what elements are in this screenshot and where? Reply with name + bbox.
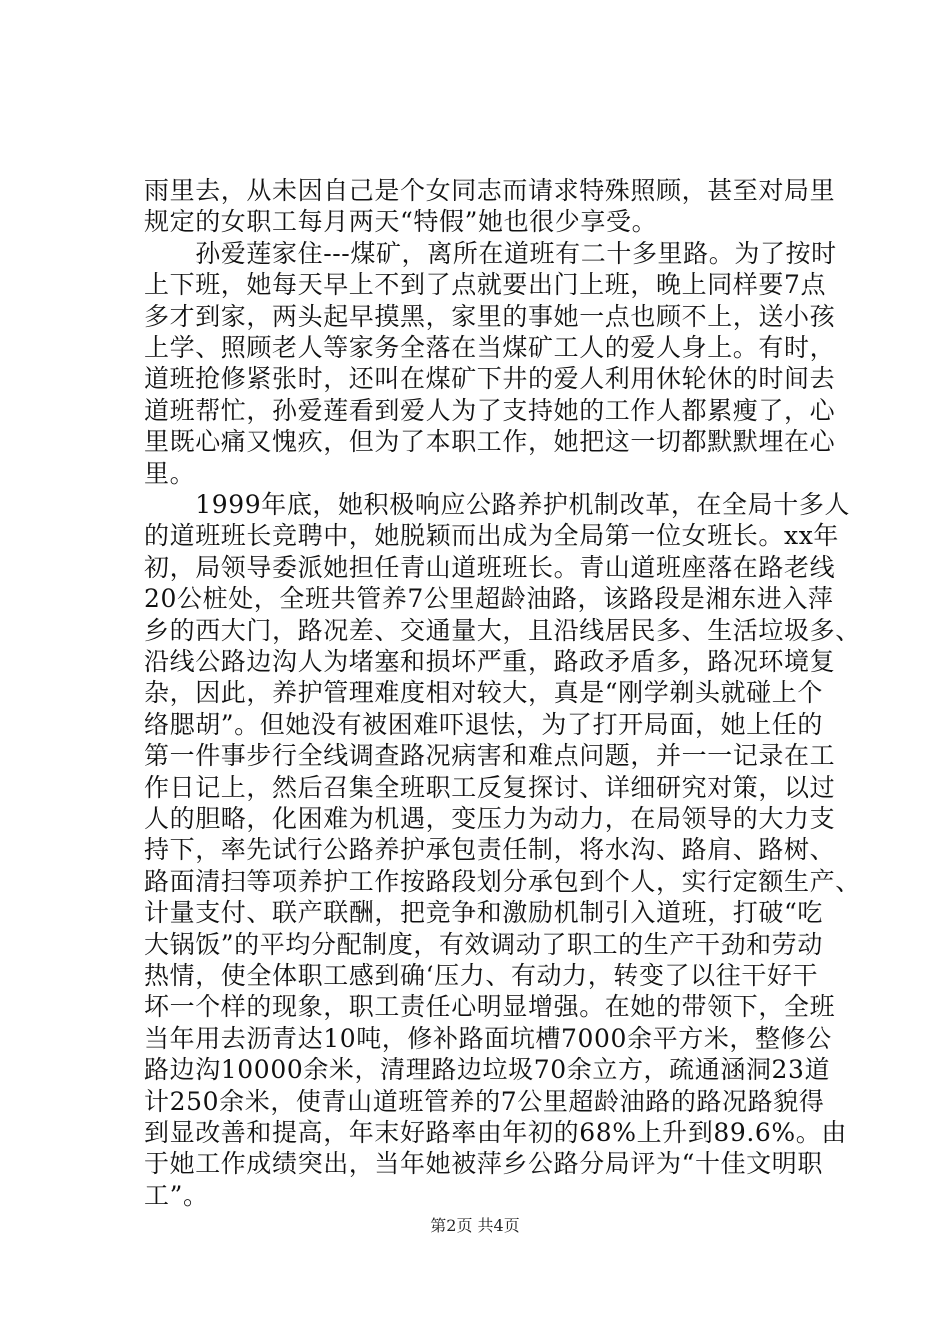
text-line: 当年用去沥青达10吨，修补路面坑槽7000余平方米，整修公 xyxy=(144,1023,832,1053)
text-line: 乡的西大门，路况差、交通量大，且沿线居民多、生活垃圾多、 xyxy=(144,615,861,645)
text-line: 作日记上，然后召集全班职工反复探讨、详细研究对策，以过 xyxy=(144,772,836,802)
text-line: 计250余米，使青山道班管养的7公里超龄油路的路况路貌得 xyxy=(144,1086,825,1116)
text-line: 20公桩处，全班共管养7公里超龄油路，该路段是湘东进入萍 xyxy=(144,584,834,614)
text-line: 路面清扫等项养护工作按路段划分承包到个人，实行定额生产、 xyxy=(144,866,861,896)
text-line: 道班帮忙，孙爱莲看到爱人为了支持她的工作人都累瘦了，心 xyxy=(144,395,836,425)
text-line: 络腮胡”。但她没有被困难吓退怯，为了打开局面，她上任的 xyxy=(144,709,823,739)
text-line: 1999年底，她积极响应公路养护机制改革，在全局十多人 xyxy=(144,490,851,519)
text-line: 沿线公路边沟人为堵塞和损坏严重，路政矛盾多，路况环境复 xyxy=(144,647,836,676)
text-line: 初，局领导委派她担任青山道班班长。青山道班座落在路老线 xyxy=(144,552,836,582)
text-line: 热情，使全体职工感到确‘压力、有动力，转变了以往干好干 xyxy=(144,961,819,990)
text-line: 孙爱莲家住---煤矿，离所在道班有二十多里路。为了按时 xyxy=(144,238,837,268)
text-line: 计量支付、联产联酬，把竞争和激励机制引入道班，打破“吃 xyxy=(144,898,823,928)
text-line: 里。 xyxy=(144,458,196,488)
text-line: 多才到家，两头起早摸黑，家里的事她一点也顾不上，送小孩 xyxy=(144,301,836,331)
page-footer: 第2页 共4页 xyxy=(430,1216,520,1235)
text-line: 雨里去，从未因自己是个女同志而请求特殊照顾，甚至对局里 xyxy=(144,176,836,205)
text-line: 里既心痛又愧疚，但为了本职工作，她把这一切都默默埋在心 xyxy=(144,427,836,457)
text-line: 道班抢修紧张时，还叫在煤矿下井的爱人利用休轮休的时间去 xyxy=(144,364,836,394)
text-line: 第一件事步行全线调查路况病害和难点问题，并一一记录在工 xyxy=(144,741,836,771)
text-line: 规定的女职工每月两天“特假”她也很少享受。 xyxy=(144,207,658,237)
text-line: 上学、照顾老人等家务全落在当煤矿工人的爱人身上。有时， xyxy=(144,333,836,362)
text-line: 于她工作成绩突出，当年她被萍乡公路分局评为“十佳文明职 xyxy=(144,1149,823,1179)
text-line: 持下，率先试行公路养护承包责任制，将水沟、路肩、路树、 xyxy=(144,835,836,865)
text-line: 人的胆略，化困难为机遇，变压力为动力，在局领导的大力支 xyxy=(144,804,836,833)
text-line: 上下班，她每天早上不到了点就要出门上班，晚上同样要7点 xyxy=(144,270,827,300)
text-line: 的道班班长竞聘中，她脱颖而出成为全局第一位女班长。xx年 xyxy=(144,521,840,551)
text-line: 大锅饭”的平均分配制度，有效调动了职工的生产干劲和劳动 xyxy=(144,929,823,959)
text-line: 路边沟10000余米，清理路边垃圾70余立方，疏通涵洞23道 xyxy=(144,1055,831,1085)
text-line: 坏一个样的现象，职工责任心明显增强。在她的带领下，全班 xyxy=(144,992,836,1022)
text-line: 到显改善和提高，年末好路率由年初的68%上升到89.6%。由 xyxy=(144,1118,847,1147)
text-line: 工”。 xyxy=(144,1180,209,1210)
text-line: 杂，因此，养护管理难度相对较大，真是“刚学剃头就碰上个 xyxy=(144,678,823,708)
